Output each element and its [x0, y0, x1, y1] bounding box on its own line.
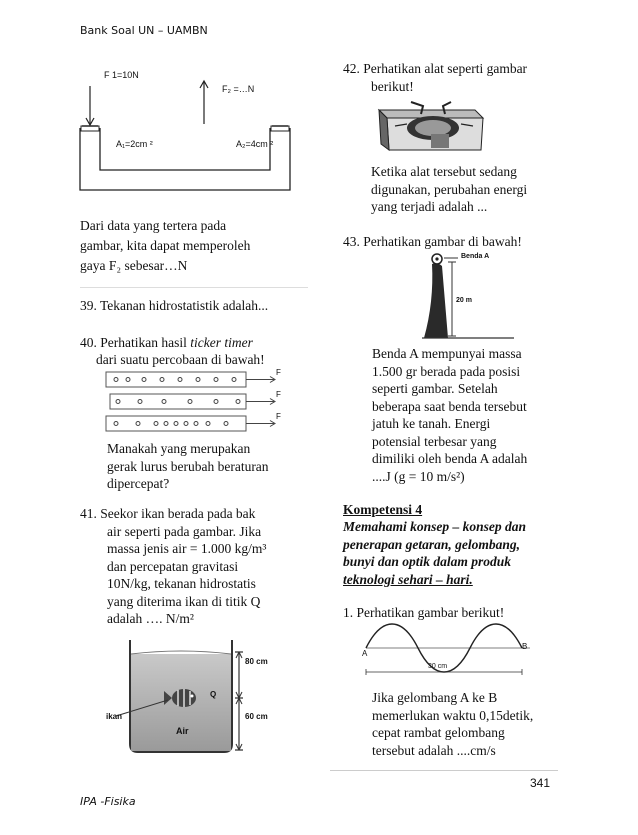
- q42-line: 42. Perhatikan alat seperti gambar: [343, 61, 528, 76]
- q43-sub: [372, 345, 527, 485]
- q42-sub-line: digunakan, perubahan energi: [371, 181, 528, 197]
- q1-sub-line: tersebut adalah ....cm/s: [372, 742, 496, 758]
- force-2-label: F₂ =…N: [222, 84, 255, 94]
- kompetensi-line: penerapan getaran, gelombang,: [343, 536, 521, 552]
- q1-sub-line: memerlukan waktu 0,15detik,: [372, 707, 534, 723]
- q41-line: 41. Seekor ikan berada pada bak: [80, 506, 256, 521]
- q43-instruction: 43. Perhatikan gambar di bawah!: [343, 234, 522, 249]
- q42: [343, 60, 527, 95]
- q41-line: 10N/kg, tekanan hidrostatis: [107, 576, 256, 591]
- q40-prefix: 40. Perhatikan hasil: [80, 335, 191, 350]
- area-1-label: A₁=2cm ²: [116, 139, 153, 149]
- cliff-figure: [418, 252, 518, 340]
- tank-bottom-dimension: 60 cm: [245, 712, 268, 721]
- tape-force-label: F: [276, 390, 281, 399]
- q43-sub-line: seperti gambar. Setelah: [372, 381, 498, 396]
- force-1-label: F 1=10N: [104, 70, 139, 80]
- object-a-label: Benda A: [461, 253, 490, 260]
- wave-point-a: A: [362, 649, 368, 658]
- kompetensi-title: Kompetensi 4: [343, 502, 423, 517]
- divider: [80, 287, 308, 288]
- kompetensi-line: Memahami konsep – konsep dan: [343, 519, 527, 534]
- ticker-timer-figure: [104, 370, 294, 440]
- kompetensi-line: bunyi dan optik dalam produk: [343, 554, 512, 569]
- q38-line: gaya F₂ sebesar…N: [80, 258, 188, 273]
- q41-line: adalah …. N/m²: [107, 611, 194, 626]
- q41-line: air seperti pada gambar. Jika: [107, 523, 262, 539]
- q43-sub-line: dimiliki oleh benda A adalah: [372, 451, 528, 466]
- wave-figure: [362, 622, 537, 682]
- q40-sub-line: dipercepat?: [107, 476, 170, 491]
- page-header: Bank Soal UN – UAMBN: [80, 24, 208, 37]
- hydraulic-press-figure: [78, 60, 298, 195]
- q40-sub-line: Manakah yang merupakan: [107, 441, 251, 456]
- kompetensi-description: [343, 518, 526, 588]
- page-number: 341: [530, 776, 551, 790]
- tape-force-label: F: [276, 368, 281, 377]
- q38-line: gambar, kita dapat memperoleh: [80, 238, 251, 253]
- q41-line: dan percepatan gravitasi: [107, 558, 239, 574]
- q42-sub-line: Ketika alat tersebut sedang: [371, 164, 517, 179]
- point-q-label: Q: [210, 690, 217, 699]
- q41: [80, 505, 266, 628]
- q40-italic: ticker timer: [190, 335, 253, 350]
- q1-instruction: 1. Perhatikan gambar berikut!: [343, 605, 505, 620]
- electric-stove-figure: [371, 98, 486, 158]
- q43-sub-line: ....J (g = 10 m/s²): [372, 468, 465, 484]
- fish-tank-figure: [104, 636, 294, 756]
- q43-sub-line: 1.500 gr berada pada posisi: [372, 363, 521, 379]
- q42-sub: [371, 163, 527, 216]
- fish-label: ikan: [106, 712, 123, 721]
- wave-point-b: B: [522, 642, 528, 651]
- q43-sub-line: beberapa saat benda tersebut: [372, 398, 527, 414]
- q40-sub: [107, 440, 269, 493]
- q39: 39. Tekanan hidrostatistik adalah...: [80, 298, 269, 313]
- q43-sub-line: jatuh ke tanah. Energi: [372, 416, 491, 431]
- q38-text: [80, 216, 250, 276]
- q40-line1: [80, 334, 253, 352]
- q1-sub-line: cepat rambat gelombang: [372, 725, 505, 740]
- q40-line2: dari suatu percobaan di bawah!: [96, 352, 265, 367]
- wave-length-label: 30 cm: [428, 663, 448, 670]
- q43-sub-line: Benda A mempunyai massa: [372, 346, 522, 361]
- footer-divider: [330, 770, 558, 771]
- kompetensi-line: teknologi sehari – hari.: [343, 571, 473, 587]
- q41-line: massa jenis air = 1.000 kg/m³: [107, 541, 267, 556]
- water-label: Air: [176, 726, 189, 736]
- q38-line: Dari data yang tertera pada: [80, 218, 227, 233]
- q40-sub-line: gerak lurus berubah beraturan: [107, 458, 269, 474]
- q1-sub: [372, 689, 533, 759]
- area-2-label: A₂=4cm ²: [236, 139, 274, 149]
- q42-line: berikut!: [371, 78, 414, 94]
- q1-sub-line: Jika gelombang A ke B: [372, 690, 498, 705]
- tank-top-dimension: 80 cm: [245, 657, 268, 666]
- height-label: 20 m: [456, 297, 472, 304]
- tape-force-label: F: [276, 412, 281, 421]
- q43-sub-line: potensial terbesar yang: [372, 433, 497, 449]
- footer-subject: IPA -Fisika: [80, 795, 136, 808]
- q42-sub-line: yang terjadi adalah ...: [371, 199, 488, 214]
- q41-line: yang diterima ikan di titik Q: [107, 593, 261, 609]
